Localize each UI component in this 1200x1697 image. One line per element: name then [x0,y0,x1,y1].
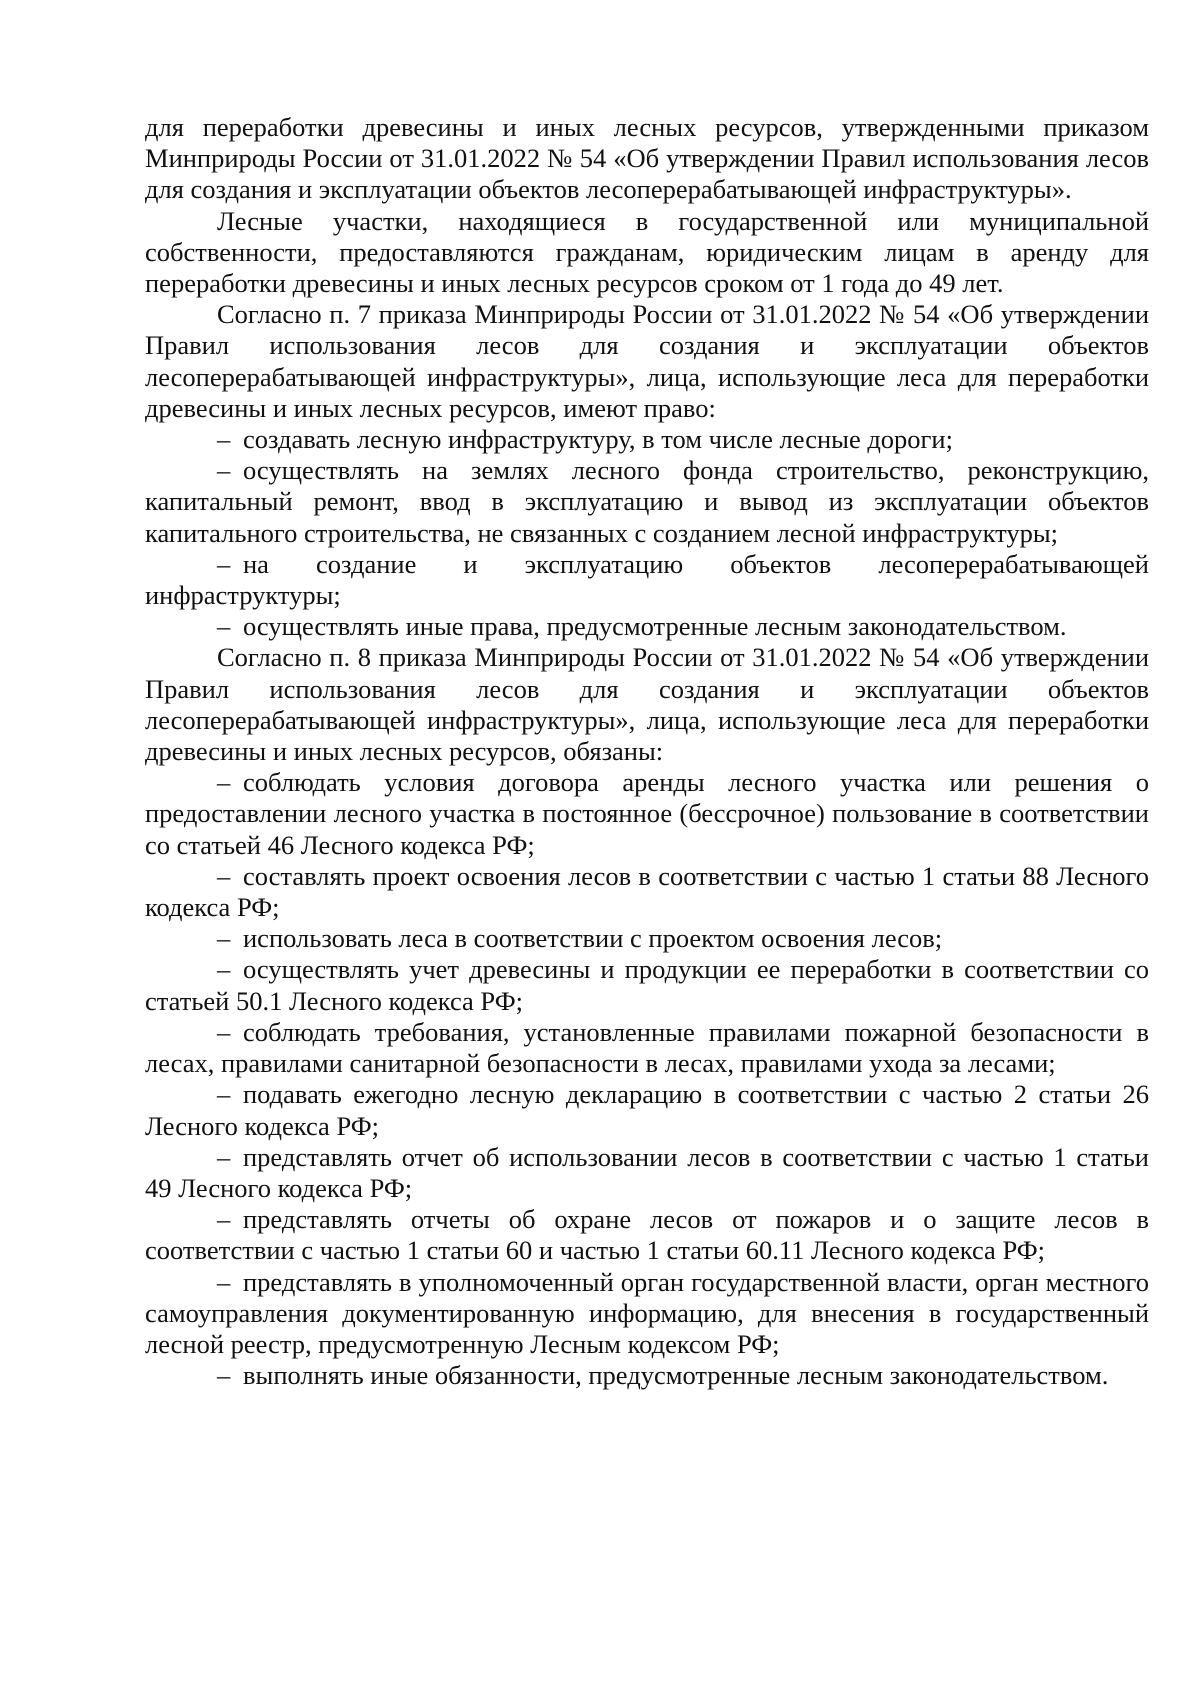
list-item [145,767,1149,861]
list-item [145,424,1149,455]
list-item [145,1360,1149,1391]
paragraph-obligations-intro: Согласно п. 8 приказа Минприроды России от 31.01.2022 № 54 «Об утверждении Правил использования лесов для создания и эксплуатации объектов лесоперерабатывающей инфраструктуры», лица, использующие леса для переработки древесины и иных лесных ресурсов, обязаны: [145,642,1149,767]
dash-marker: – [217,1266,231,1297]
list-item-text: на создание и эксплуатацию объектов лесоперерабатывающей инфраструктуры; [145,548,1149,611]
list-item [145,1017,1149,1079]
dash-marker: – [217,923,231,954]
list-item-text: осуществлять на землях лесного фонда строительство, реконструкцию, капитальный ремонт, ввод в эксплуатацию и вывод из эксплуатации объектов капитального строительства, не связанных с созданием лесной инфраструктуры; [145,455,1149,548]
paragraph-intro: для переработки древесины и иных лесных ресурсов, утвержденными приказом Минприроды России от 31.01.2022 № 54 «Об утверждении Правил использования лесов для создания и эксплуатации объектов лесоперерабатывающей инфраструктуры». [145,112,1149,205]
paragraph-rights-intro: Согласно п. 7 приказа Минприроды России от 31.01.2022 № 54 «Об утверждении Правил использования лесов для создания и эксплуатации объектов лесоперерабатывающей инфраструктуры», лица, использующие леса для переработки древесины и иных лесных ресурсов, имеют право: [145,299,1149,423]
list-item [145,954,1149,1016]
dash-marker: – [217,860,231,891]
dash-marker: – [217,1016,231,1047]
list-item-text: осуществлять иные права, предусмотренные лесным законодательством. [243,611,1067,642]
paragraph-land-plots: Лесные участки, находящиеся в государственной или муниципальной собственности, предоставляются гражданам, юридическим лицам в аренду для переработки древесины и иных лесных ресурсов сроком от 1 года до 49 лет. [145,205,1149,299]
list-item-text: создавать лесную инфраструктуру, в том числе лесные дороги; [243,424,953,455]
dash-marker: – [217,767,231,798]
list-item-text: представлять отчет об использовании лесов в соответствии с частью 1 статьи 49 Лесного кодекса РФ; [145,1141,1149,1203]
list-item-text: подавать ежегодно лесную декларацию в соответствии с частью 2 статьи 26 Лесного кодекса РФ; [145,1079,1149,1141]
dash-marker: – [217,954,231,985]
list-item [145,1267,1149,1361]
dash-marker: – [217,1141,231,1172]
list-item-text: представлять в уполномоченный орган государственной власти, орган местного самоуправления документированную информацию, для внесения в государственный лесной реестр, предусмотренную Лесным кодексом РФ; [145,1266,1149,1359]
list-item-text: представлять отчеты об охране лесов от пожаров и о защите лесов в соответствии с частью 1 статьи 60 и частью 1 статьи 60.11 Лесного кодекса РФ; [145,1204,1149,1266]
document-page [145,112,1149,1391]
dash-marker: – [217,1204,231,1235]
list-item [145,923,1149,954]
rights-list [145,424,1149,642]
list-item [145,861,1149,923]
list-item [145,1204,1149,1266]
list-item [145,549,1149,611]
list-item-text: выполнять иные обязанности, предусмотренные лесным законодательством. [243,1360,1109,1391]
list-item [145,455,1149,549]
dash-marker: – [217,455,231,486]
dash-marker: – [217,1079,231,1110]
list-item-text: соблюдать требования, установленные правилами пожарной безопасности в лесах, правилами санитарной безопасности в лесах, правилами ухода за лесами; [145,1016,1149,1079]
list-item [145,1142,1149,1204]
obligations-list [145,767,1149,1391]
dash-marker: – [217,611,231,642]
list-item-text: соблюдать условия договора аренды лесного участка или решения о предоставлении лесного участка в постоянное (бессрочное) пользование в соответствии со статьей 46 Лесного кодекса РФ; [145,767,1149,860]
dash-marker: – [217,548,231,579]
list-item-text: осуществлять учет древесины и продукции ее переработки в соответствии со статьей 50.1 Лесного кодекса РФ; [145,954,1149,1016]
list-item-text: составлять проект освоения лесов в соответствии с частью 1 статьи 88 Лесного кодекса РФ; [145,860,1149,923]
dash-marker: – [217,1360,231,1391]
dash-marker: – [217,424,231,455]
list-item [145,611,1149,642]
list-item-text: использовать леса в соответствии с проектом освоения лесов; [243,923,943,954]
list-item [145,1079,1149,1141]
